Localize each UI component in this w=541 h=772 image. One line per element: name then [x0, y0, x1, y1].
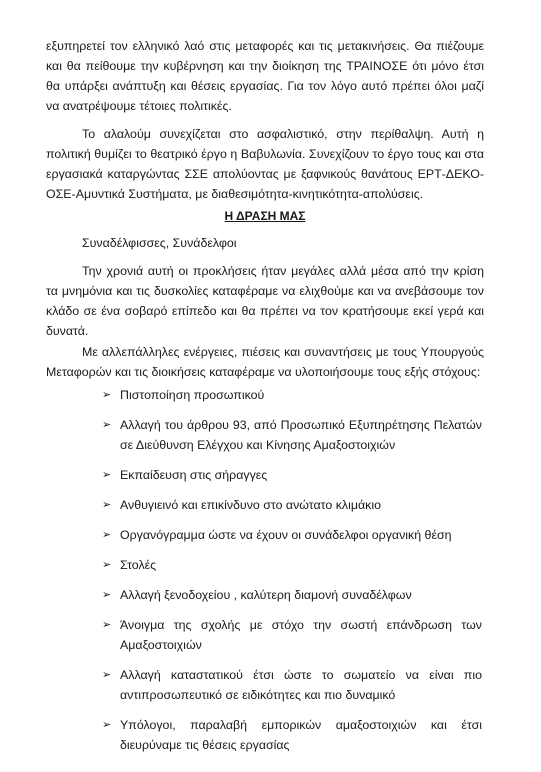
- actions-paragraph: Με αλλεπάλληλες ενέργειες, πιέσεις και συναντήσεις με τους Υπουργούς Μεταφορών και τις διοικήσεις καταφέραμε να υλοποιήσουμε τους εξής στόχους:: [46, 345, 484, 379]
- list-item: ➢ Αλλαγή του άρθρου 93, από Προσωπικό Εξυπηρέτησης Πελατών σε Διεύθυνση Ελέγχου και Κίνησης Αμαξοστοιχιών: [102, 415, 482, 455]
- challenges-paragraph: Την χρονιά αυτή οι προκλήσεις ήταν μεγάλες αλλά μέσα από την κρίση τα μνημόνια και τις δυσκολίες καταφέραμε να ελιχθούμε και να ανεβάσουμε τον κλάδο σε ένα σοβαρό επίπεδο και θα πρέπει να τον κρατήσουμε εκεί γερά και δυνατά.: [46, 264, 484, 338]
- list-item: ➢ Πιστοποίηση προσωπικού: [102, 385, 482, 405]
- arrow-bullet-icon: ➢: [102, 619, 112, 631]
- list-item: ➢ Οργανόγραμμα ώστε να έχουν οι συνάδελφοι οργανική θέση: [102, 525, 482, 545]
- arrow-bullet-icon: ➢: [102, 389, 112, 401]
- intro-paragraph: εξυπηρετεί τον ελληνικό λαό στις μεταφορές και τις μετακινήσεις. Θα πιέζουμε και θα πείθουμε την κυβέρνηση και την διοίκηση της ΤΡΑΙΝΟΣΕ ότι μόνο έτσι θα υπάρξει ανάπτυξη και θέσεις εργασίας. Για τον λόγο αυτό πρέπει όλοι μαζί να ανατρέψουμε τέτοιες πολιτικές.: [46, 39, 484, 113]
- list-item: ➢ Άνοιγμα της σχολής με στόχο την σωστή επάνδρωση των Αμαξοστοιχιών: [102, 615, 482, 655]
- arrow-bullet-icon: ➢: [102, 559, 112, 571]
- arrow-bullet-icon: ➢: [102, 669, 112, 681]
- greeting: Συναδέλφισσες, Συνάδελφοι: [82, 236, 237, 250]
- arrow-bullet-icon: ➢: [102, 589, 112, 601]
- list-item: ➢ Ανθυγιεινό και επικίνδυνο στο ανώτατο κλιμάκιο: [102, 495, 482, 515]
- section-heading: Η ΔΡΑΣΗ ΜΑΣ: [224, 209, 306, 223]
- arrow-bullet-icon: ➢: [102, 499, 112, 511]
- arrow-bullet-icon: ➢: [102, 529, 112, 541]
- goals-list: [102, 385, 482, 765]
- list-item: ➢ Εκπαίδευση στις σήραγγες: [102, 465, 482, 485]
- arrow-bullet-icon: ➢: [102, 469, 112, 481]
- list-item: ➢ Αλλαγή καταστατικού έτσι ώστε το σωματείο να είναι πιο αντιπροσωπευτικό σε ειδικότητες και πιο δυναμικό: [102, 665, 482, 705]
- insurance-paragraph: Το αλαλούμ συνεχίζεται στο ασφαλιστικό, στην περίθαλψη. Αυτή η πολιτική θυμίζει το θεατρικό έργο η Βαβυλωνία. Συνεχίζουν το έργο τους και στα εργασιακά καταργώντας ΣΣΕ απολύοντας με ξαφνικούς θανάτους ΕΡΤ-ΔΕΚΟ-ΟΣΕ-Αμυντικά Συστήματα, με διαθεσιμότητα-κινητικότητα-απολύσεις.: [46, 127, 484, 201]
- list-item: ➢ Στολές: [102, 555, 482, 575]
- arrow-bullet-icon: ➢: [102, 719, 112, 731]
- arrow-bullet-icon: ➢: [102, 419, 112, 431]
- list-item: ➢ Αλλαγή ξενοδοχείου , καλύτερη διαμονή συναδέλφων: [102, 585, 482, 605]
- list-item: ➢ Υπόλογοι, παραλαβή εμπορικών αμαξοστοιχιών και έτσι διευρύναμε τις θέσεις εργασίας: [102, 715, 482, 755]
